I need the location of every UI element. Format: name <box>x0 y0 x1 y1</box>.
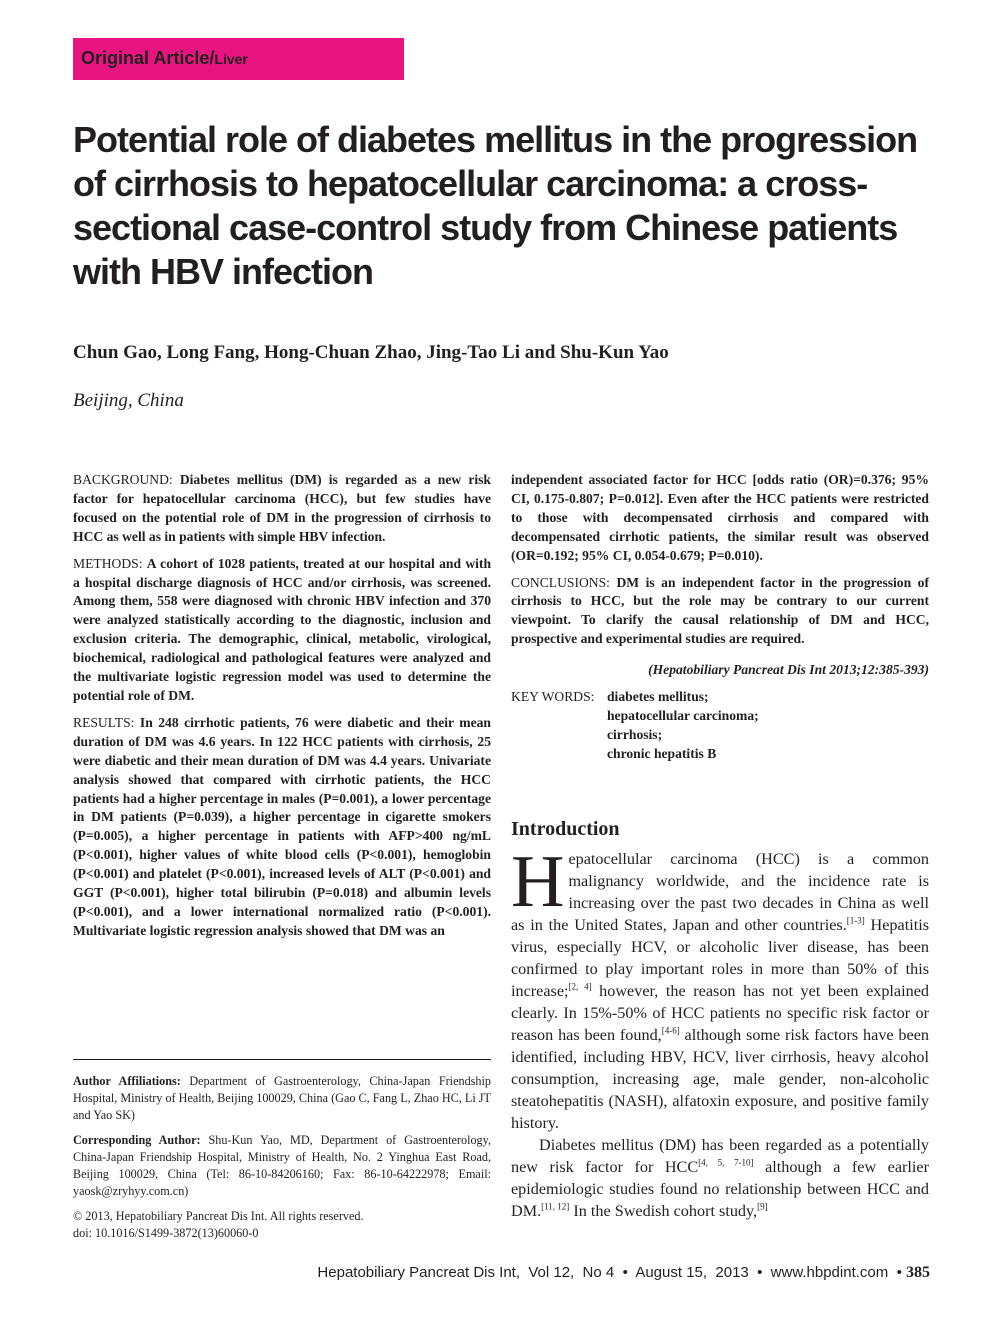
abstract-methods <box>73 555 491 706</box>
author-affiliations <box>73 1073 491 1124</box>
intro-text: Diabetes mellitus (DM) has been regarded as a potentially new risk factor for HCC <box>511 1136 929 1176</box>
introduction-body <box>511 841 929 1222</box>
section-label: Original Article/Liver <box>73 38 404 80</box>
reference-marker: [11, 12] <box>541 1201 570 1212</box>
conclusions-label: CONCLUSIONS: <box>511 574 610 590</box>
affiliations-text: Department of Gastroenterology, China-Japan Friendship Hospital, Ministry of Health, Beijing 100029, China (Gao C, Fang L, Zhao HC, Li JT and Yao SK) <box>73 1074 491 1122</box>
article-title: Potential role of diabetes mellitus in the progression of cirrhosis to hepatocellular carcinoma: a cross-sectional case-control study from Chinese patients with HBV infection <box>73 119 918 292</box>
introduction-paragraph <box>511 841 929 1134</box>
keyword-item: chronic hepatitis B <box>607 745 717 761</box>
author-location: Beijing, China <box>73 390 184 411</box>
intro-text: epatocellular carcinoma (HCC) is a common malignancy worldwide, and the incidence rate is increasing over the past two decades in China as well as in the United States, Japan and other countries. <box>511 850 929 934</box>
abstract-background <box>73 471 491 547</box>
footnote-divider <box>73 1059 491 1060</box>
background-label: BACKGROUND: <box>73 472 173 487</box>
intro-text: however, the reason has not yet been explained clearly. In 15%-50% of HCC patients no specific risk factor or reason has been found, <box>511 982 929 1044</box>
abstract-left-column <box>73 471 491 949</box>
methods-label: METHODS: <box>73 555 143 571</box>
intro-text: although a few earlier epidemiologic studies found no relationship between HCC and DM. <box>511 1158 929 1220</box>
section-sub: Liver <box>214 51 248 67</box>
reference-marker: [1-3] <box>846 915 865 926</box>
doi: doi: 10.1016/S1499-3872(13)60060-0 <box>73 1226 259 1240</box>
reference-marker: [9] <box>757 1201 768 1212</box>
author-list: Chun Gao, Long Fang, Hong-Chuan Zhao, Jing-Tao Li and Shu-Kun Yao <box>73 342 669 363</box>
abstract-right-column <box>511 471 929 764</box>
introduction-paragraph <box>511 1134 929 1222</box>
affiliations-label: Author Affiliations: <box>73 1074 181 1088</box>
copyright: © 2013, Hepatobiliary Pancreat Dis Int. All rights reserved. <box>73 1209 364 1223</box>
journal-citation: (Hepatobiliary Pancreat Dis Int 2013;12:385-393) <box>648 662 929 678</box>
results-continued: independent associated factor for HCC [odds ratio (OR)=0.376; 95% CI, 0.175-0.807; P=0.012]. Even after the HCC patients were restricted to those with decompensated cirrhosis and compared with decompensated cirrhotic patients, the similar result was observed (OR=0.192; 95% CI, 0.054-0.679; P=0.010). <box>511 472 929 563</box>
abstract-results <box>73 714 491 941</box>
intro-text: although some risk factors have been identified, including HBV, HCV, liver cirrhosis, heavy alcohol consumption, increasing age, male gender, non-alcoholic steatohepatitis (NASH), alfatoxin exposure, and positive family history. <box>511 1026 929 1132</box>
corresponding-label: Corresponding Author: <box>73 1133 201 1147</box>
footnotes <box>73 1073 491 1242</box>
corresponding-author <box>73 1132 491 1200</box>
footer-journal-info: Hepatobiliary Pancreat Dis Int, Vol 12, No 4 • August 15, 2013 • www.hbpdint.com • <box>317 1264 902 1281</box>
section-main: Original Article <box>81 48 210 68</box>
results-label: RESULTS: <box>73 714 135 730</box>
intro-text: Hepatitis virus, especially HCV, or alcoholic liver disease, has been confirmed to play important roles in more than 50% of this increase; <box>511 916 929 1000</box>
abstract-conclusions <box>511 574 929 650</box>
page-footer <box>268 1264 930 1282</box>
reference-marker: [2, 4] <box>568 981 592 992</box>
keyword-item: hepatocellular carcinoma; <box>607 707 759 723</box>
intro-text: In the Swedish cohort study, <box>569 1202 758 1220</box>
keywords <box>511 688 929 764</box>
introduction-heading: Introduction <box>511 818 620 840</box>
page-number: 385 <box>906 1264 930 1281</box>
drop-cap: H <box>511 841 565 923</box>
background-text: Diabetes mellitus (DM) is regarded as a new risk factor for hepatocellular carcinoma (HCC), but few studies have focused on the potential role of DM in the progression of cirrhosis to HCC as well as in patients with simple HBV infection. <box>73 472 491 544</box>
conclusions-text: DM is an independent factor in the progression of cirrhosis to HCC, but the role may be contrary to our current viewpoint. To clarify the causal relationship of DM and HCC, prospective and experimental studies are required. <box>511 574 929 647</box>
results-text: In 248 cirrhotic patients, 76 were diabetic and their mean duration of DM was 4.6 years. In 122 HCC patients with cirrhosis, 25 were diabetic and their mean duration of DM was 4.4 years. Univariate analysis showed that compared with cirrhotic patients, the HCC patients had a higher percentage in males (P=0.001), a lower percentage in DM patients (P=0.039), a higher percentage in cigarette smokers (P=0.005), a higher percentage in patients with AFP>400 ng/mL (P<0.001), higher values of white blood cells (P<0.001), hemoglobin (P<0.001) and platelet (P<0.001), increased levels of ALT (P<0.001) and GGT (P<0.001), higher total bilirubin (P=0.018) and albumin levels (P<0.001), and a lower international normalized ratio (P<0.001). Multivariate logistic regression analysis showed that DM was an <box>73 714 491 938</box>
corresponding-text: Shu-Kun Yao, MD, Department of Gastroenterology, China-Japan Friendship Hospital, Ministry of Health, No. 2 Yinghua East Road, Beijing 100029, China (Tel: 86-10-84206160; Fax: 86-10-64222978; Email: yaosk@zryhyy.com.cn) <box>73 1133 492 1198</box>
keyword-item: diabetes mellitus; <box>607 689 709 705</box>
reference-marker: [4-6] <box>661 1025 680 1036</box>
keywords-label: KEY WORDS: <box>511 689 595 705</box>
keyword-list <box>607 688 759 764</box>
methods-text: A cohort of 1028 patients, treated at our hospital and with a hospital discharge diagnosis of HCC and/or cirrhosis, was screened. Among them, 558 were diagnosed with chronic HBV infection and 370 were analyzed statistically according to the diagnostic, inclusion and exclusion criteria. The demographic, clinical, metabolic, virological, biochemical, radiological and pathological features were analyzed and the multivariate logistic regression model was used to determine the potential role of DM. <box>73 555 491 703</box>
keyword-item: cirrhosis; <box>607 726 663 742</box>
reference-marker: [4, 5, 7-10] <box>698 1157 754 1168</box>
